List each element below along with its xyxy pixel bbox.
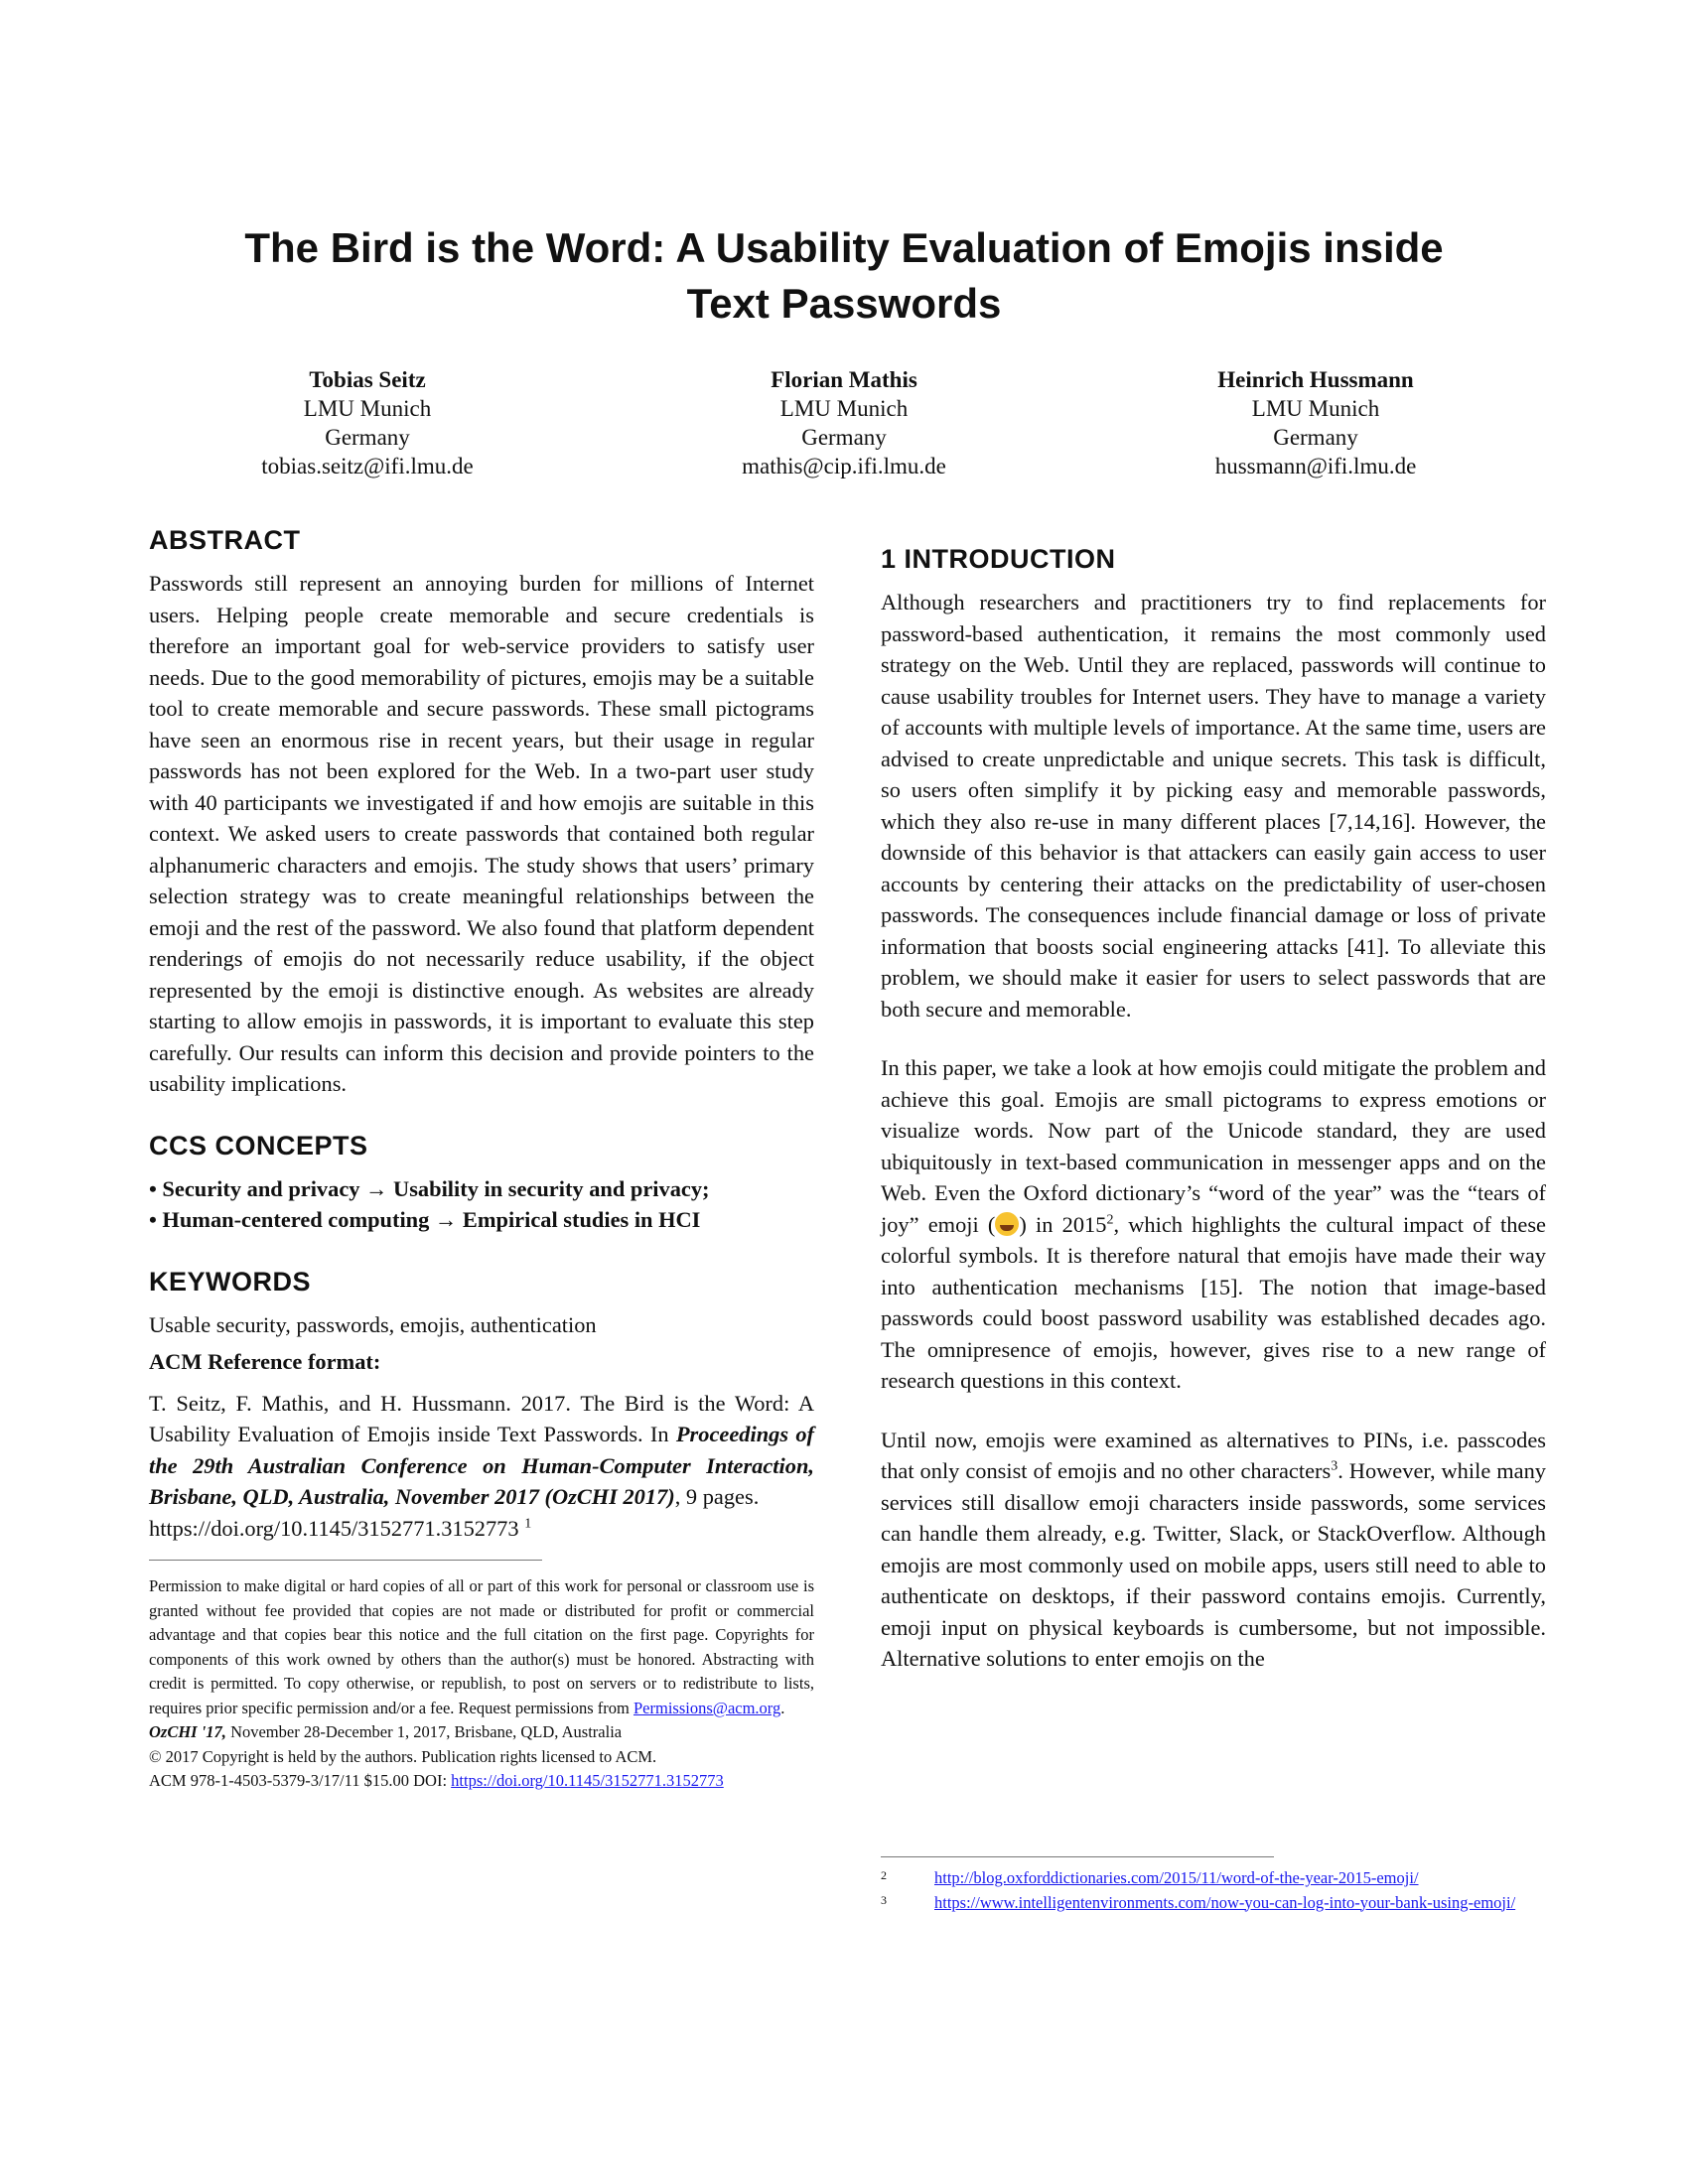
copyright-line: © 2017 Copyright is held by the authors. Publication rights licensed to ACM. <box>149 1746 657 1766</box>
venue-details: November 28-December 1, 2017, Brisbane, QLD, Australia <box>225 1722 623 1741</box>
keywords-text: Usable security, passwords, emojis, authentication <box>149 1311 597 1337</box>
author-name: Florian Mathis <box>771 367 917 392</box>
intro-p2-part-c: , which highlights the cultural impact of these colorful symbols. It is therefore natural that emojis have made their way into authentication mechanisms [15]. The notion that image-based passwords could boost password usability was established decades ago. The omnipresence of emojis, however, gives rise to a new range of research questions in this context. <box>881 1211 1546 1393</box>
author-1 <box>159 365 576 480</box>
author-2 <box>635 365 1053 480</box>
venue-line <box>149 1720 814 1745</box>
footnote-3 <box>881 1891 1546 1916</box>
isbn-line <box>149 1769 814 1794</box>
permission-notice <box>149 1574 814 1720</box>
author-country: Germany <box>1273 425 1358 450</box>
venue-short: OzCHI '17, <box>149 1722 226 1741</box>
title-line-2: Text Passwords <box>686 280 1002 327</box>
footnotes <box>881 1866 1546 1915</box>
reference-doi[interactable] <box>149 1513 814 1545</box>
author-email[interactable]: hussmann@ifi.lmu.de <box>1214 454 1417 478</box>
ccs-line-1: • Security and privacy → Usability in security and privacy; <box>149 1175 710 1201</box>
ccs-line-2: • Human-centered computing → Empirical studies in HCI <box>149 1207 701 1232</box>
tears-of-joy-emoji-icon <box>995 1212 1019 1236</box>
intro-p2-part-a: In this paper, we take a look at how emojis could mitigate the problem and achieve this goal. Emojis are small pictograms to express emotions or visualize words. Now part of the Unicode standard, they are used ubiquitously in text-based communication in messenger apps and on the Web. Even the Oxford dictionary’s “word of the year” was the “tears of joy” emoji ( <box>881 1055 1546 1237</box>
author-affiliation: LMU Munich <box>303 396 432 421</box>
permissions-email-link[interactable]: Permissions@acm.org <box>633 1698 781 1717</box>
footnote-link[interactable]: https://www.intelligentenvironments.com/now-you-can-log-into-your-bank-using-emoji/ <box>934 1892 1516 1912</box>
introduction-heading: 1 INTRODUCTION <box>881 544 1116 574</box>
author-country: Germany <box>801 425 887 450</box>
reference-venue: Proceedings of the 29th Australian Conference on Human-Computer Interaction, Brisbane, QLD, Australia, November 2017 (OzCHI 2017) <box>149 1422 814 1509</box>
right-column <box>881 541 1546 1675</box>
doi-link[interactable]: https://doi.org/10.1145/3152771.3152773 <box>451 1771 724 1790</box>
footnote-number: 2 <box>881 1868 887 1882</box>
reference-text <box>149 1388 814 1513</box>
intro-paragraph-3 <box>881 1425 1546 1675</box>
permission-text: Permission to make digital or hard copies of all or part of this work for personal or classroom use is granted without fee provided that copies are not made or distributed for profit or commercial advantage and that copies bear this notice and the full citation on the first page. Copyrights for components of this work owned by others than the author(s) must be honored. Abstracting with credit is permitted. To copy otherwise, or republish, to post on servers or to redistribute to lists, requires prior specific permission and/or a fee. Request permissions from <box>149 1576 814 1717</box>
author-country: Germany <box>325 425 410 450</box>
author-name: Tobias Seitz <box>309 367 426 392</box>
footnote-divider <box>149 1560 542 1561</box>
permission-end: . <box>780 1698 785 1717</box>
intro-p3-part-b: . However, while many services still disallow emoji characters inside passwords, some services can handle them already, e.g. Twitter, Slack, or StackOverflow. Although emojis are most commonly used on mobile apps, users still need to able to authenticate on desktops, if their password contains emojis. Currently, emoji input on physical keyboards is cumbersome, but not impossible. Alternative solutions to enter emojis on the <box>881 1458 1546 1671</box>
keywords-heading: KEYWORDS <box>149 1266 312 1297</box>
footnote-number: 3 <box>881 1892 887 1907</box>
left-column <box>149 522 814 1794</box>
author-3 <box>1107 365 1524 480</box>
footnote-ref-3: 3 <box>1331 1458 1338 1474</box>
title-line-1: The Bird is the Word: A Usability Evaluation of Emojis inside <box>244 224 1444 271</box>
footnote-2 <box>881 1866 1546 1891</box>
footnote-link[interactable]: http://blog.oxforddictionaries.com/2015/11/word-of-the-year-2015-emoji/ <box>934 1868 1419 1887</box>
author-affiliation: LMU Munich <box>1251 396 1380 421</box>
intro-paragraph-1: Although researchers and practitioners try to find replacements for password-based authentication, it remains the most commonly used strategy on the Web. Until they are replaced, passwords will continue to cause usability troubles for Internet users. They have to manage a variety of accounts with multiple levels of importance. At the same time, users are advised to create unpredictable and unique secrets. This task is difficult, so users often simplify it by picking easy and memorable passwords, which they also re-use in many different places [7,14,16]. However, the downside of this behavior is that attackers can easily gain access to user accounts by centering their attacks on the predictability of user-chosen passwords. The consequences include financial damage or loss of private information that boosts social engineering attacks [41]. To alleviate this problem, we should make it easier for users to select passwords that are both secure and memorable. <box>881 590 1546 1022</box>
reference-pages: , 9 pages. <box>674 1484 760 1509</box>
author-name: Heinrich Hussmann <box>1217 367 1414 392</box>
author-email[interactable]: mathis@cip.ifi.lmu.de <box>742 454 946 478</box>
right-footnote-divider <box>881 1856 1274 1857</box>
isbn-text: ACM 978-1-4503-5379-3/17/11 $15.00 DOI: <box>149 1771 452 1790</box>
ccs-heading: CCS CONCEPTS <box>149 1130 368 1160</box>
author-affiliation: LMU Munich <box>779 396 909 421</box>
intro-paragraph-2 <box>881 1052 1546 1397</box>
reference-doi-footnote: 1 <box>524 1516 532 1532</box>
intro-p3-part-a: Until now, emojis were examined as alternatives to PINs, i.e. passcodes that only consist of emojis and no other characters <box>881 1427 1546 1483</box>
abstract-heading: ABSTRACT <box>149 525 301 555</box>
reference-heading: ACM Reference format: <box>149 1349 381 1374</box>
abstract-text: Passwords still represent an annoying burden for millions of Internet users. Helping people create memorable and secure credentials is therefore an important goal for web-service providers to satisfy user needs. Due to the good memorability of pictures, emojis may be a suitable tool to create memorable and secure passwords. These small pictograms have seen an enormous rise in recent years, but their usage in regular passwords has not been explored for the Web. In a two-part user study with 40 participants we investigated if and how emojis are suitable in this context. We asked users to create passwords that contained both regular alphanumeric characters and emojis. The study shows that users’ primary selection strategy was to create meaningful relationships between the emoji and the rest of the password. We also found that platform dependent renderings of emojis do not necessarily reduce usability, if the object represented by the emoji is distinctive enough. As websites are already starting to allow emojis in passwords, it is important to evaluate this step carefully. Our results can inform this decision and provide pointers to the usability implications. <box>149 571 814 1096</box>
author-email[interactable]: tobias.seitz@ifi.lmu.de <box>261 454 474 478</box>
paper-title <box>149 220 1539 332</box>
author-block <box>0 365 1688 484</box>
intro-p2-part-b: ) in 2015 <box>1019 1211 1107 1237</box>
footnote-ref-2: 2 <box>1106 1212 1114 1228</box>
reference-doi-text[interactable]: https://doi.org/10.1145/3152771.3152773 <box>149 1515 519 1541</box>
reference-authors: T. Seitz, F. Mathis, and H. Hussmann. 2017. The Bird is the Word: A Usability Evaluation of Emojis inside Text Passwords. In <box>149 1390 814 1446</box>
